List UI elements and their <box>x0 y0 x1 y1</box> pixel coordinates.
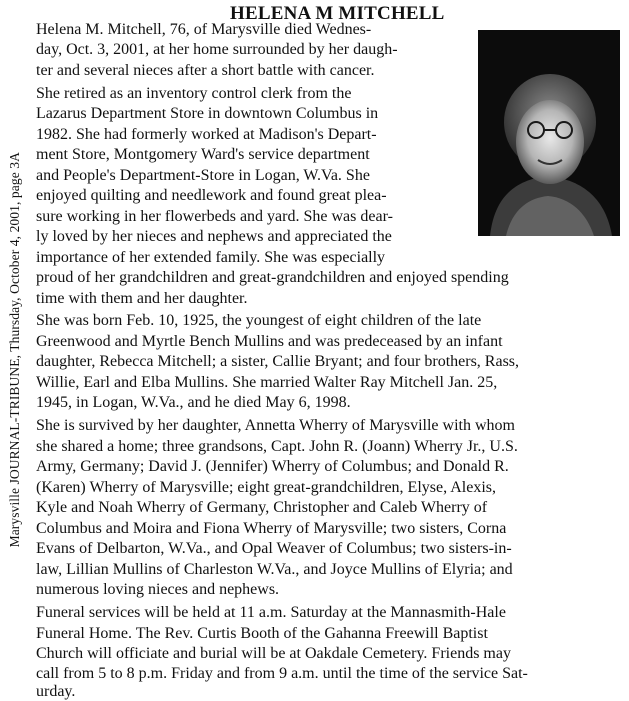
obituary-line: and People's Department-Store in Logan, W.Va. She <box>36 167 370 184</box>
obituary-line: 1982. She had formerly worked at Madison's Depart- <box>36 126 377 143</box>
obituary-line: 1945, in Logan, W.Va., and he died May 6, 1998. <box>36 394 351 411</box>
obituary-line: Church will officiate and burial will be at Oakdale Cemetery. Friends may <box>36 645 511 662</box>
obituary-line: ly loved by her nieces and nephews and appreciated the <box>36 228 392 245</box>
obituary-line: (Karen) Wherry of Marysville; eight great-grandchildren, Elyse, Alexis, <box>36 479 496 496</box>
obituary-line: importance of her extended family. She was especially <box>36 249 386 266</box>
obituary-line: she shared a home; three grandsons, Capt. John R. (Joann) Wherry Jr., U.S. <box>36 438 518 455</box>
obituary-line: law, Lillian Mullins of Charleston W.Va., and Joyce Mullins of Elyria; and <box>36 561 513 578</box>
obituary-line: She is survived by her daughter, Annetta Wherry of Marysville with whom <box>36 417 515 434</box>
obituary-line: day, Oct. 3, 2001, at her home surrounded by her daugh- <box>36 41 398 58</box>
obituary-line: Greenwood and Myrtle Bench Mullins and was predeceased by an infant <box>36 333 503 350</box>
obituary-line: numerous loving nieces and nephews. <box>36 581 280 598</box>
obituary-line: daughter, Rebecca Mitchell; a sister, Callie Bryant; and four brothers, Rass, <box>36 353 520 370</box>
obituary-line: sure working in her flowerbeds and yard. She was dear- <box>36 208 393 225</box>
obituary-line: ment Store, Montgomery Ward's service department <box>36 146 370 163</box>
obituary-line: Funeral Home. The Rev. Curtis Booth of the Gahanna Freewill Baptist <box>36 625 488 642</box>
obituary-line: Evans of Delbarton, W.Va., and Opal Weaver of Columbus; two sisters-in- <box>36 540 512 557</box>
obituary-line: She retired as an inventory control clerk from the <box>36 85 352 102</box>
obituary-headline: HELENA M MITCHELL <box>230 3 445 24</box>
obituary-line: ter and several nieces after a short battle with cancer. <box>36 62 375 79</box>
obituary-line: Helena M. Mitchell, 76, of Marysville died Wednes- <box>36 21 372 38</box>
side-credit-text: Marysville JOURNAL-TRIBUNE, Thursday, October 4, 2001, page 3A <box>7 152 22 548</box>
obituary-line: Willie, Earl and Elba Mullins. She married Walter Ray Mitchell Jan. 25, <box>36 374 498 391</box>
obituary-line: Funeral services will be held at 11 a.m. Saturday at the Mannasmith-Hale <box>36 604 506 621</box>
obituary-line: Lazarus Department Store in downtown Columbus in <box>36 105 379 122</box>
obituary-line: Kyle and Noah Wherry of Germany, Christopher and Caleb Wherry of <box>36 499 488 516</box>
obituary-line: Columbus and Moira and Fiona Wherry of Marysville; two sisters, Corna <box>36 520 507 537</box>
obituary-line: proud of her grandchildren and great-grandchildren and enjoyed spending <box>36 269 509 286</box>
obituary-line: enjoyed quilting and needlework and found great plea- <box>36 187 387 204</box>
obituary-line: urday. <box>36 683 76 700</box>
obituary-line: She was born Feb. 10, 1925, the youngest of eight children of the late <box>36 312 482 329</box>
portrait-image <box>478 30 620 236</box>
obituary-line: call from 5 to 8 p.m. Friday and from 9 a.m. until the time of the service Sat- <box>36 665 528 682</box>
obituary-line: Army, Germany; David J. (Jennifer) Wherry of Columbus; and Donald R. <box>36 458 509 475</box>
portrait-photo <box>478 30 620 236</box>
obituary-line: time with them and her daughter. <box>36 290 248 307</box>
side-credit <box>2 30 28 670</box>
